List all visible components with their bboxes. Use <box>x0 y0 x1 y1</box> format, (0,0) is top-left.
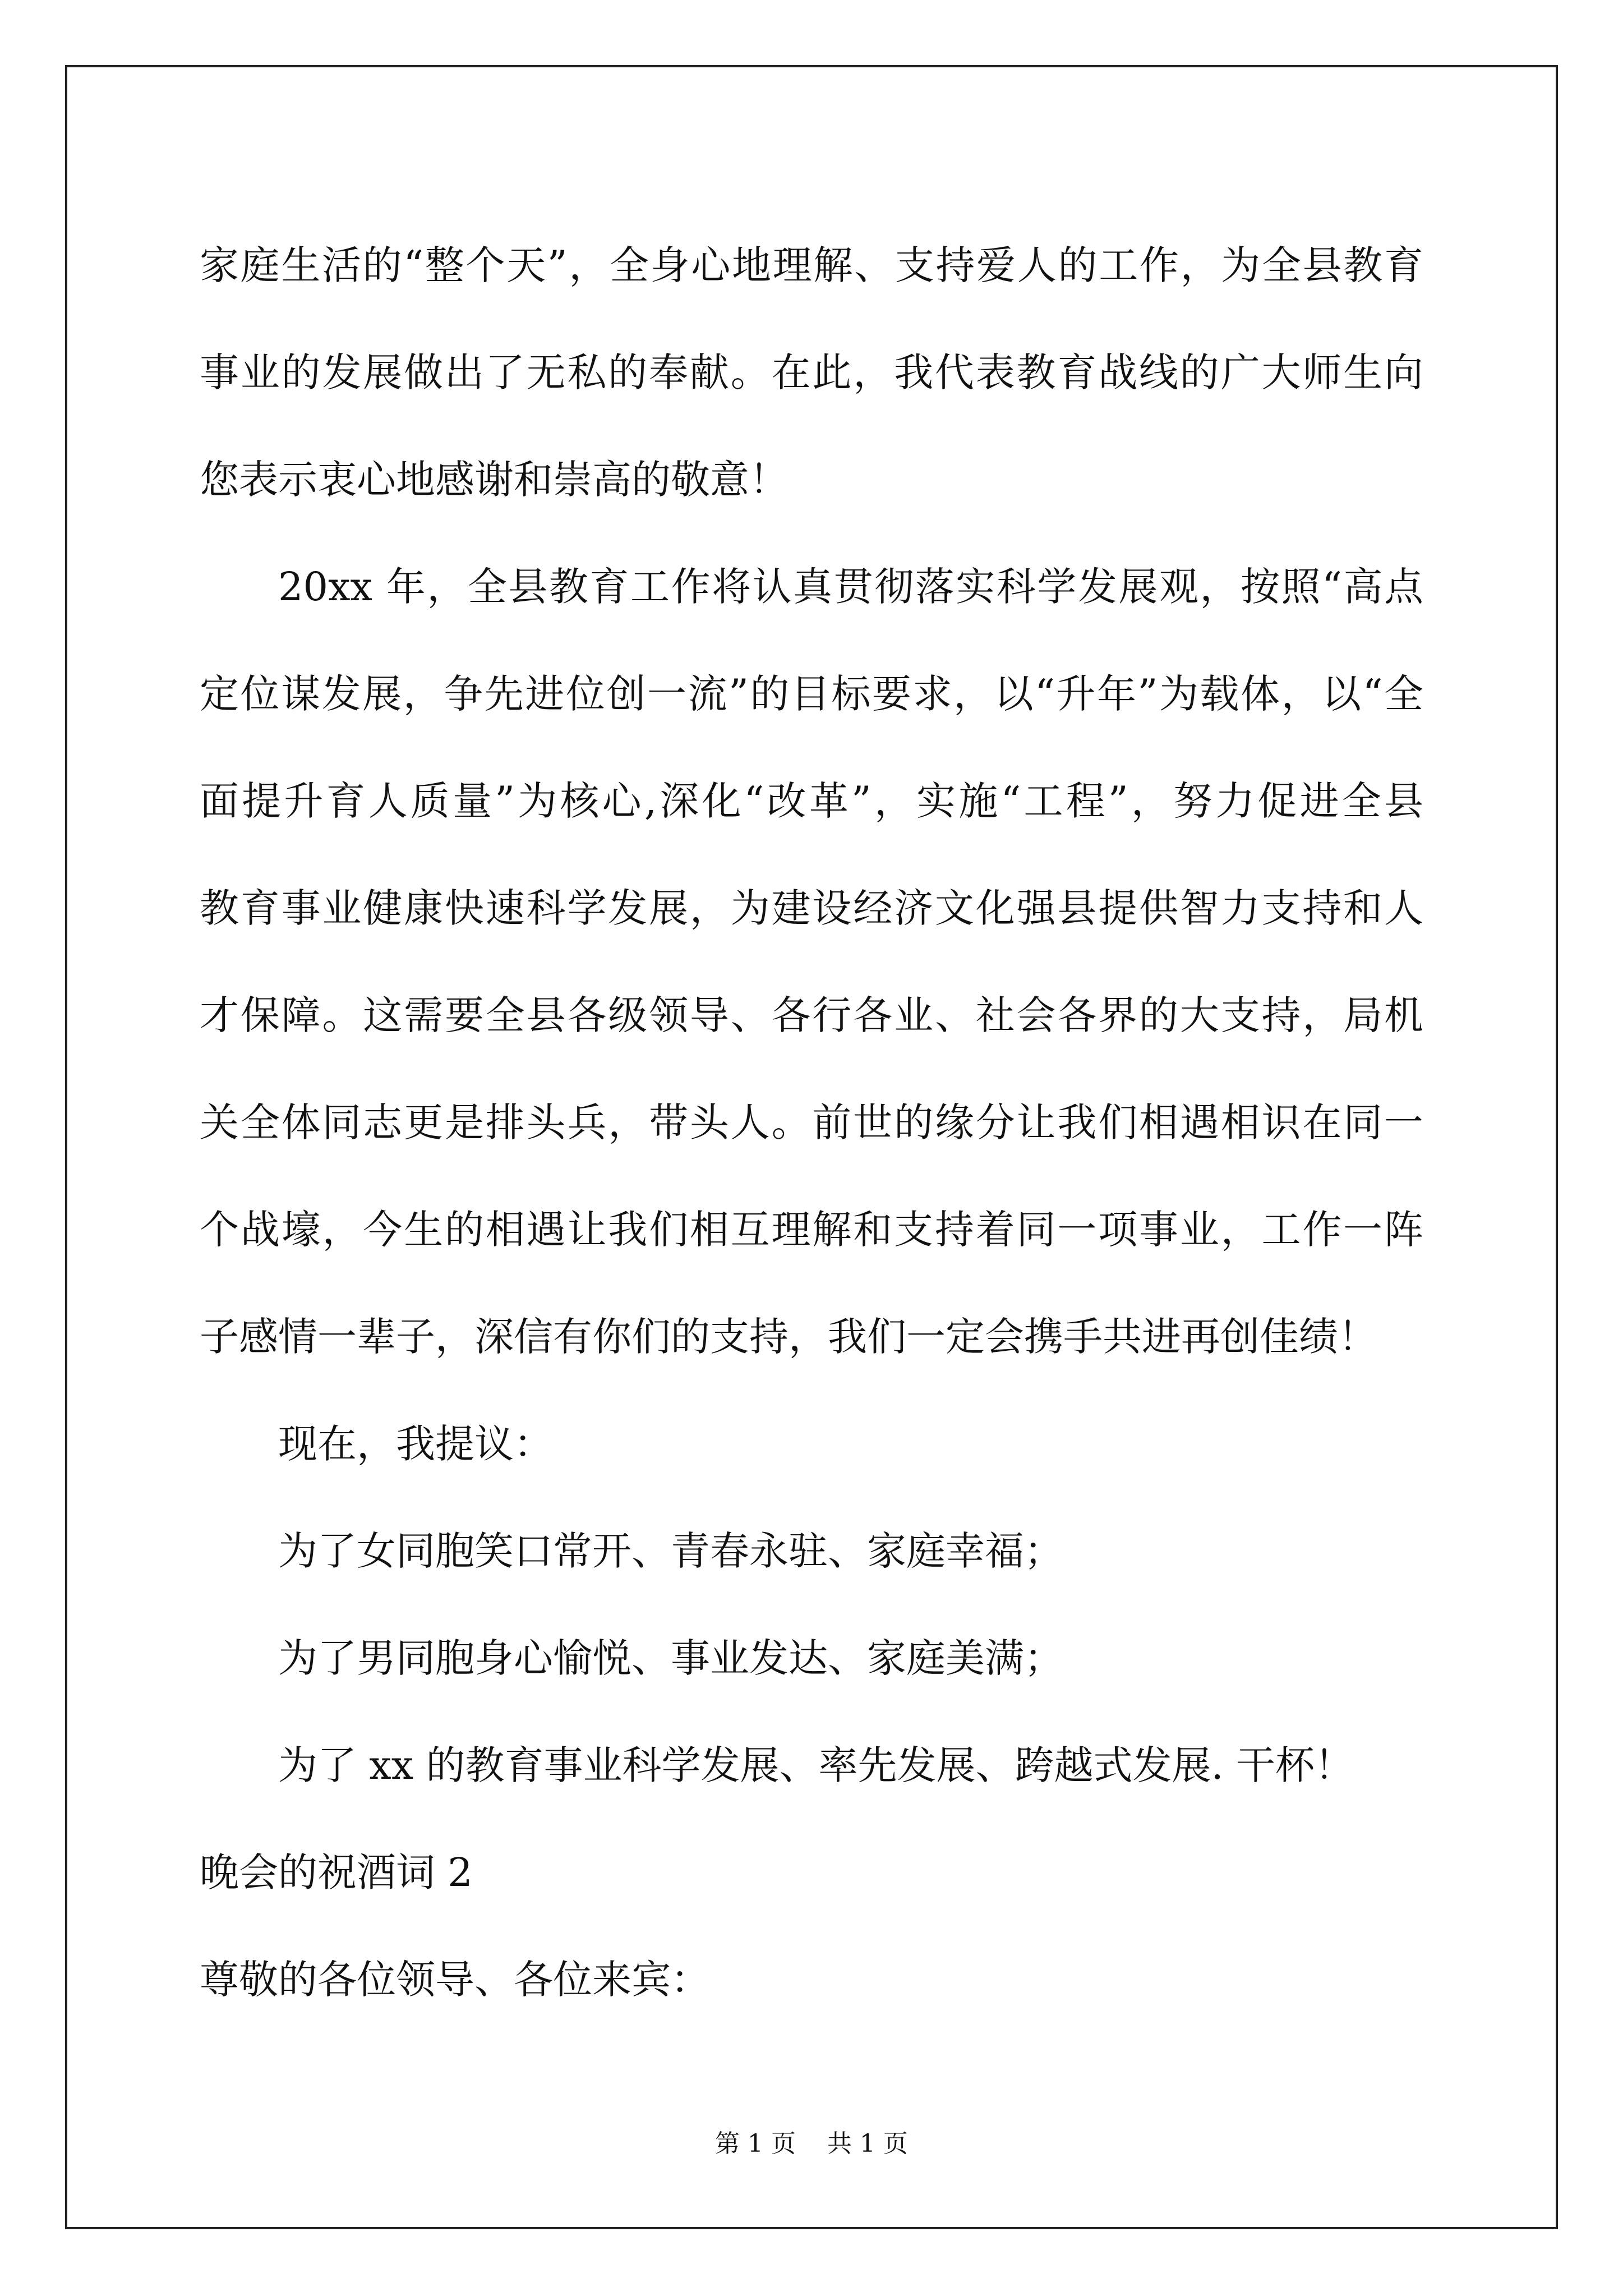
body-line: 家庭生活的“整个天”，全身心地理解、支持爱人的工作，为全县教育 <box>200 242 1423 288</box>
body-line: 面提升育人质量”为核心,深化“改革”，实施“工程”，努力促进全县 <box>200 778 1423 824</box>
body-line: 关全体同志更是排头兵，带头人。前世的缘分让我们相遇相识在同一 <box>200 1099 1423 1145</box>
page-footer: 第 1 页 共 1 页 <box>715 2129 908 2158</box>
body-line: 现在，我提议： <box>278 1421 553 1467</box>
body-line: 个战壕，今生的相遇让我们相互理解和支持着同一项事业，工作一阵 <box>200 1207 1423 1253</box>
document-body <box>200 212 1423 2033</box>
section-heading: 晚会的祝酒词 2 <box>200 1849 473 1895</box>
body-line: 为了 xx 的教育事业科学发展、率先发展、跨越式发展. 干杯！ <box>278 1742 1354 1788</box>
body-line: 20xx 年，全县教育工作将认真贯彻落实科学发展观，按照“高点 <box>278 564 1423 610</box>
body-line: 子感情一辈子，深信有你们的支持，我们一定会携手共进再创佳绩！ <box>200 1314 1377 1360</box>
body-line: 事业的发展做出了无私的奉献。在此，我代表教育战线的广大师生向 <box>200 349 1423 395</box>
salutation: 尊敬的各位领导、各位来宾： <box>200 1957 710 2003</box>
body-line: 教育事业健康快速科学发展，为建设经济文化强县提供智力支持和人 <box>200 885 1423 931</box>
body-line: 才保障。这需要全县各级领导、各行各业、社会各界的大支持，局机 <box>200 992 1423 1038</box>
body-line: 您表示衷心地感谢和崇高的敬意！ <box>200 457 789 503</box>
body-line: 为了男同胞身心愉悦、事业发达、家庭美满； <box>278 1635 1063 1681</box>
body-line: 为了女同胞笑口常开、青春永驻、家庭幸福； <box>278 1528 1063 1574</box>
body-line: 定位谋发展，争先进位创一流”的目标要求，以“升年”为载体，以“全 <box>200 671 1423 717</box>
